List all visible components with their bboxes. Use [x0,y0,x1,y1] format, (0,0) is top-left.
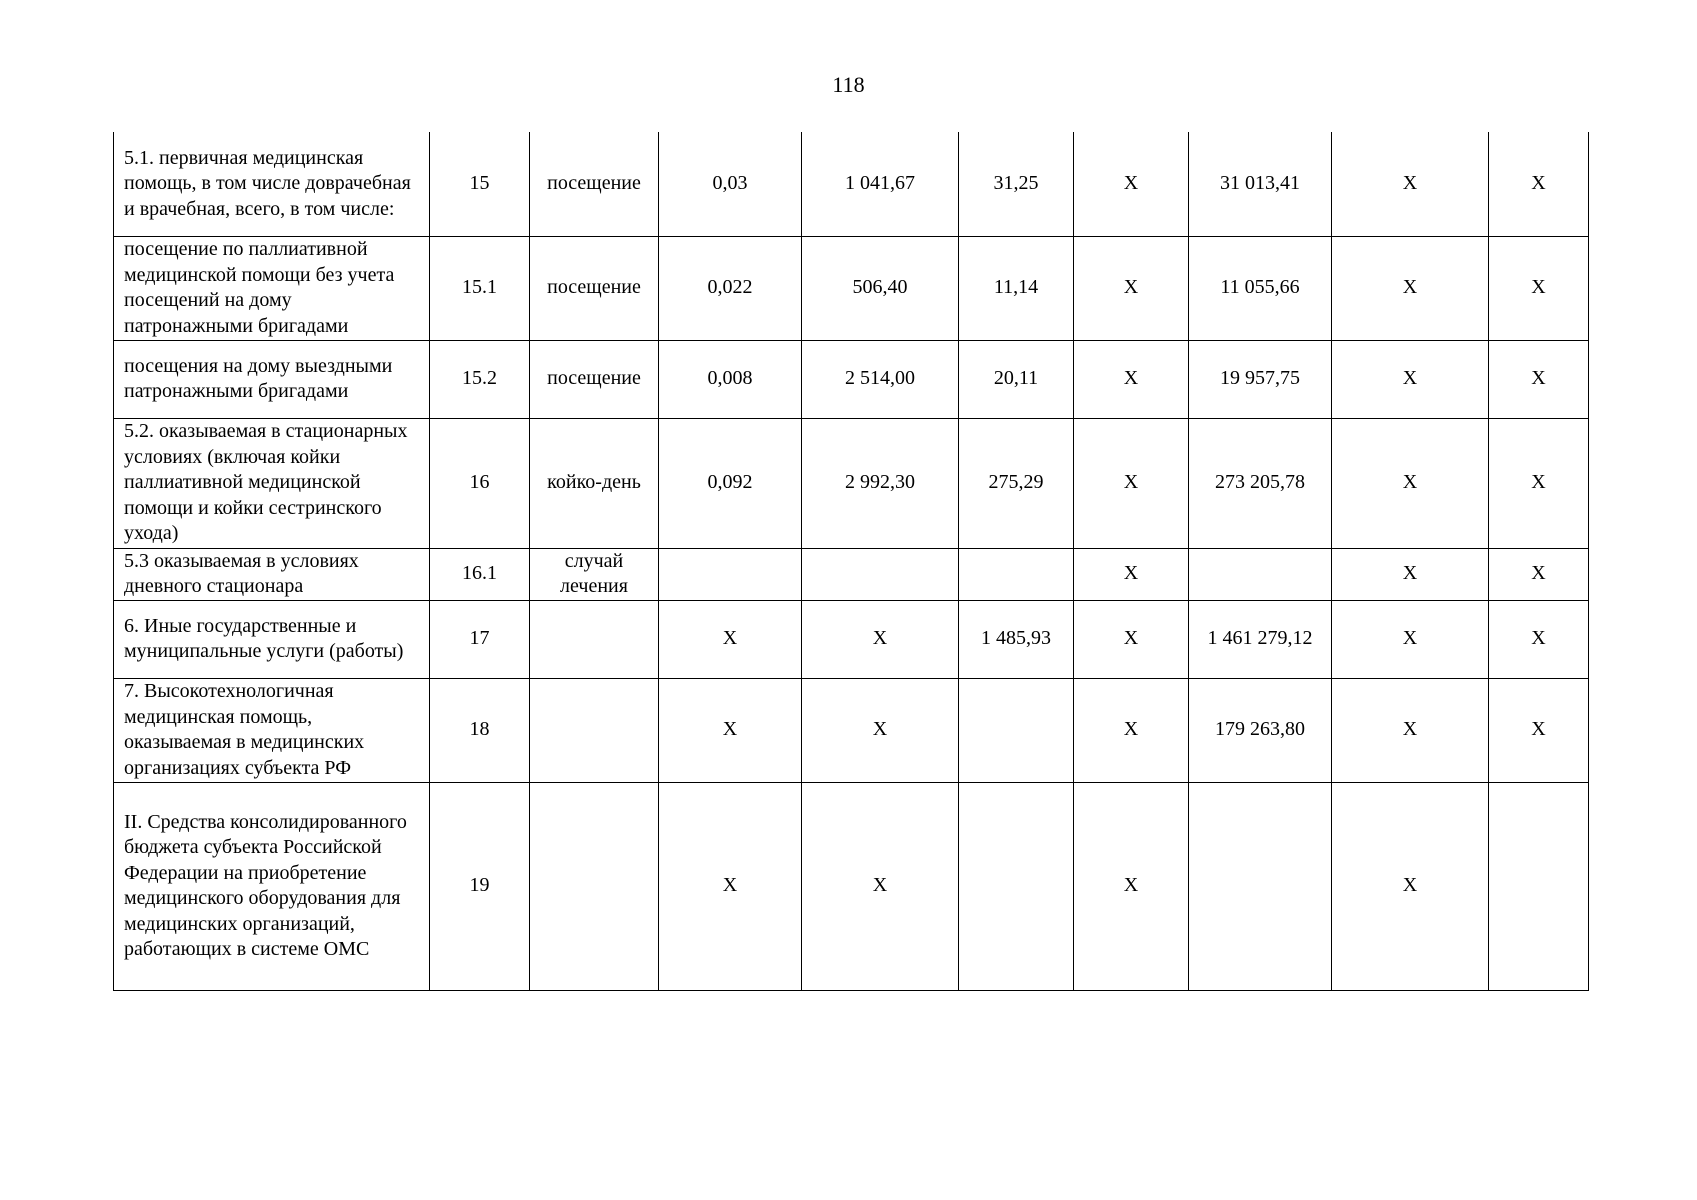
value-cell: 0,03 [659,132,802,236]
unit-cell [530,782,659,990]
value-cell: Х [1489,600,1589,678]
value-cell: Х [1332,782,1489,990]
table-row [114,548,1589,600]
line-number-cell: 17 [430,600,530,678]
unit-cell: посещение [530,132,659,236]
value-cell [659,548,802,600]
value-cell: Х [1489,548,1589,600]
line-number-cell: 18 [430,678,530,782]
value-cell: 179 263,80 [1189,678,1332,782]
unit-cell: случай лечения [530,548,659,600]
value-cell: Х [802,782,959,990]
value-cell: Х [1332,600,1489,678]
value-cell: Х [1332,132,1489,236]
value-cell: 0,092 [659,418,802,548]
table-row [114,132,1589,236]
table-row [114,600,1589,678]
value-cell [1189,782,1332,990]
value-cell: Х [1489,132,1589,236]
table-row [114,236,1589,340]
value-cell: 2 992,30 [802,418,959,548]
value-cell [1189,548,1332,600]
value-cell: Х [1074,678,1189,782]
value-cell [802,548,959,600]
value-cell: Х [1332,678,1489,782]
unit-cell: койко-день [530,418,659,548]
value-cell: Х [659,782,802,990]
row-name-cell: 5.3 оказываемая в условиях дневного стационара [114,548,430,600]
page-number: 118 [832,72,865,97]
table-row [114,418,1589,548]
row-name-cell: 5.2. оказываемая в стационарных условиях (включая койки паллиативной медицинской помощи и койки сестринского ухода) [114,418,430,548]
row-name-cell: посещение по паллиативной медицинской помощи без учета посещений на дому патронажными бригадами [114,236,430,340]
line-number-cell: 15.1 [430,236,530,340]
unit-cell: посещение [530,236,659,340]
table-body [114,132,1589,990]
value-cell: 275,29 [959,418,1074,548]
value-cell: 0,008 [659,340,802,418]
value-cell: Х [1074,340,1189,418]
value-cell: Х [1074,548,1189,600]
row-name-cell: 7. Высокотехнологичная медицинская помощь, оказываемая в медицинских организациях субъекта РФ [114,678,430,782]
value-cell: Х [1074,236,1189,340]
table-row [114,678,1589,782]
value-cell: Х [1332,418,1489,548]
value-cell: 31 013,41 [1189,132,1332,236]
unit-cell [530,678,659,782]
value-cell: 11 055,66 [1189,236,1332,340]
row-name-cell: 5.1. первичная медицинская помощь, в том числе доврачебная и врачебная, всего, в том числе: [114,132,430,236]
value-cell [959,782,1074,990]
value-cell: 2 514,00 [802,340,959,418]
value-cell [1489,782,1589,990]
value-cell: 506,40 [802,236,959,340]
value-cell: 31,25 [959,132,1074,236]
value-cell: Х [1489,418,1589,548]
value-cell [959,678,1074,782]
data-table [113,132,1589,991]
line-number-cell: 16.1 [430,548,530,600]
value-cell: 19 957,75 [1189,340,1332,418]
value-cell [959,548,1074,600]
unit-cell [530,600,659,678]
value-cell: Х [659,678,802,782]
value-cell: 11,14 [959,236,1074,340]
value-cell: Х [1332,236,1489,340]
value-cell: 273 205,78 [1189,418,1332,548]
unit-cell: посещение [530,340,659,418]
table-row [114,340,1589,418]
value-cell: 1 461 279,12 [1189,600,1332,678]
line-number-cell: 15.2 [430,340,530,418]
value-cell: Х [802,678,959,782]
value-cell: Х [1074,418,1189,548]
value-cell: Х [1489,340,1589,418]
row-name-cell: 6. Иные государственные и муниципальные услуги (работы) [114,600,430,678]
table-row [114,782,1589,990]
line-number-cell: 15 [430,132,530,236]
line-number-cell: 19 [430,782,530,990]
line-number-cell: 16 [430,418,530,548]
value-cell: 20,11 [959,340,1074,418]
value-cell: 1 485,93 [959,600,1074,678]
value-cell: Х [802,600,959,678]
value-cell: Х [1074,600,1189,678]
value-cell: Х [1332,340,1489,418]
value-cell: Х [1074,132,1189,236]
value-cell: Х [1489,678,1589,782]
value-cell: Х [659,600,802,678]
value-cell: Х [1074,782,1189,990]
value-cell: 1 041,67 [802,132,959,236]
value-cell: 0,022 [659,236,802,340]
value-cell: Х [1489,236,1589,340]
value-cell: Х [1332,548,1489,600]
row-name-cell: II. Средства консолидированного бюджета субъекта Российской Федерации на приобретение медицинского оборудования для медицинских организаций, работающих в системе ОМС [114,782,430,990]
row-name-cell: посещения на дому выездными патронажными бригадами [114,340,430,418]
